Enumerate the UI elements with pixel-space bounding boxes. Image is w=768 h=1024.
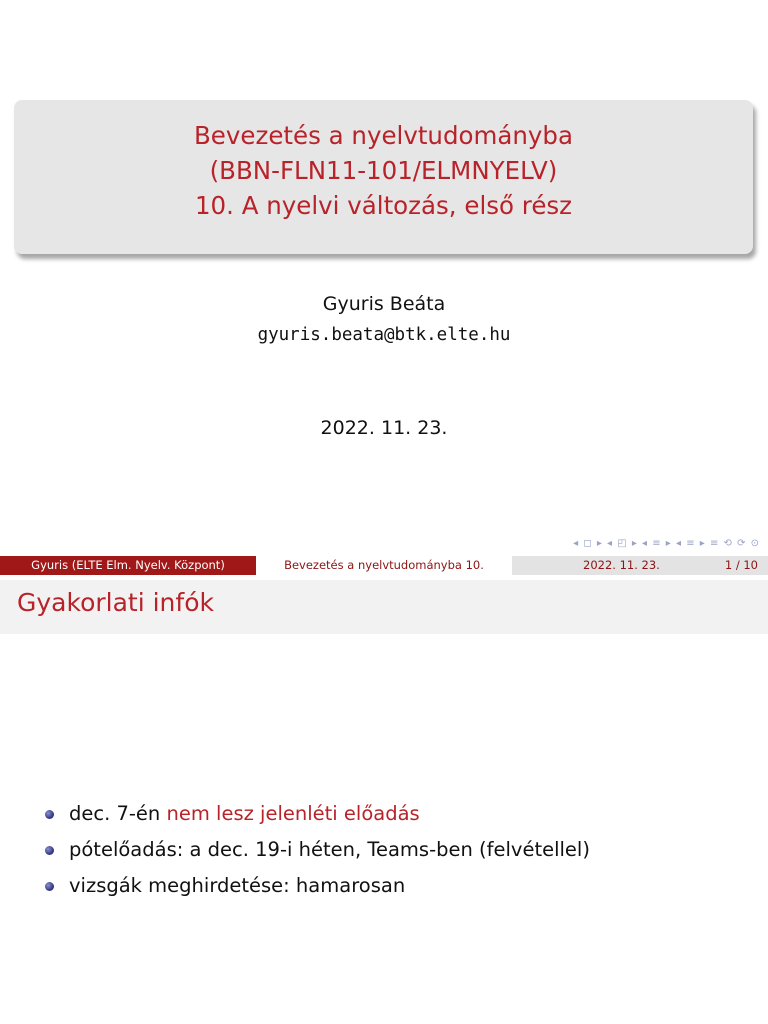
author-email: gyuris.beata@btk.elte.hu — [257, 325, 511, 345]
presentation-date: 2022. 11. 23. — [320, 417, 448, 439]
frame-title-bar — [0, 580, 768, 634]
title-line-3: 10. A nyelvi változás, első rész — [194, 191, 573, 220]
title-line-2: (BBN-FLN11-101/ELMNYELV) — [209, 156, 558, 185]
title-box — [14, 100, 753, 254]
footer-date-page — [512, 556, 768, 575]
author-name: Gyuris Beáta — [322, 293, 446, 315]
footer-date: 2022. 11. 23. — [583, 558, 660, 572]
item-text: dec. 7-én — [69, 802, 167, 825]
bullet-icon — [45, 810, 54, 819]
item-text: pótelőadás: a dec. 19-i héten, Teams-ben (felvétellel) — [69, 838, 590, 861]
title-line-1: Bevezetés a nyelvtudományba — [194, 121, 573, 150]
frame-title: Gyakorlati infók — [17, 588, 214, 617]
footer-page-number: 1 / 10 — [724, 558, 758, 572]
bullet-icon — [45, 882, 54, 891]
item-text: vizsgák meghirdetése: hamarosan — [69, 874, 406, 897]
footer-title: Bevezetés a nyelvtudományba 10. — [256, 556, 512, 575]
footer-author: Gyuris (ELTE Elm. Nyelv. Központ) — [0, 556, 256, 575]
beamer-navigation-icons[interactable]: ◂ ◻ ▸ ◂ ◰ ▸ ◂ ≡ ▸ ◂ ≡ ▸ ≡ ⟲ ⟳ ⊙ — [573, 538, 760, 549]
slide-footer — [0, 556, 768, 575]
bullet-icon — [45, 846, 54, 855]
item-highlight: nem lesz jelenléti előadás — [166, 802, 420, 825]
